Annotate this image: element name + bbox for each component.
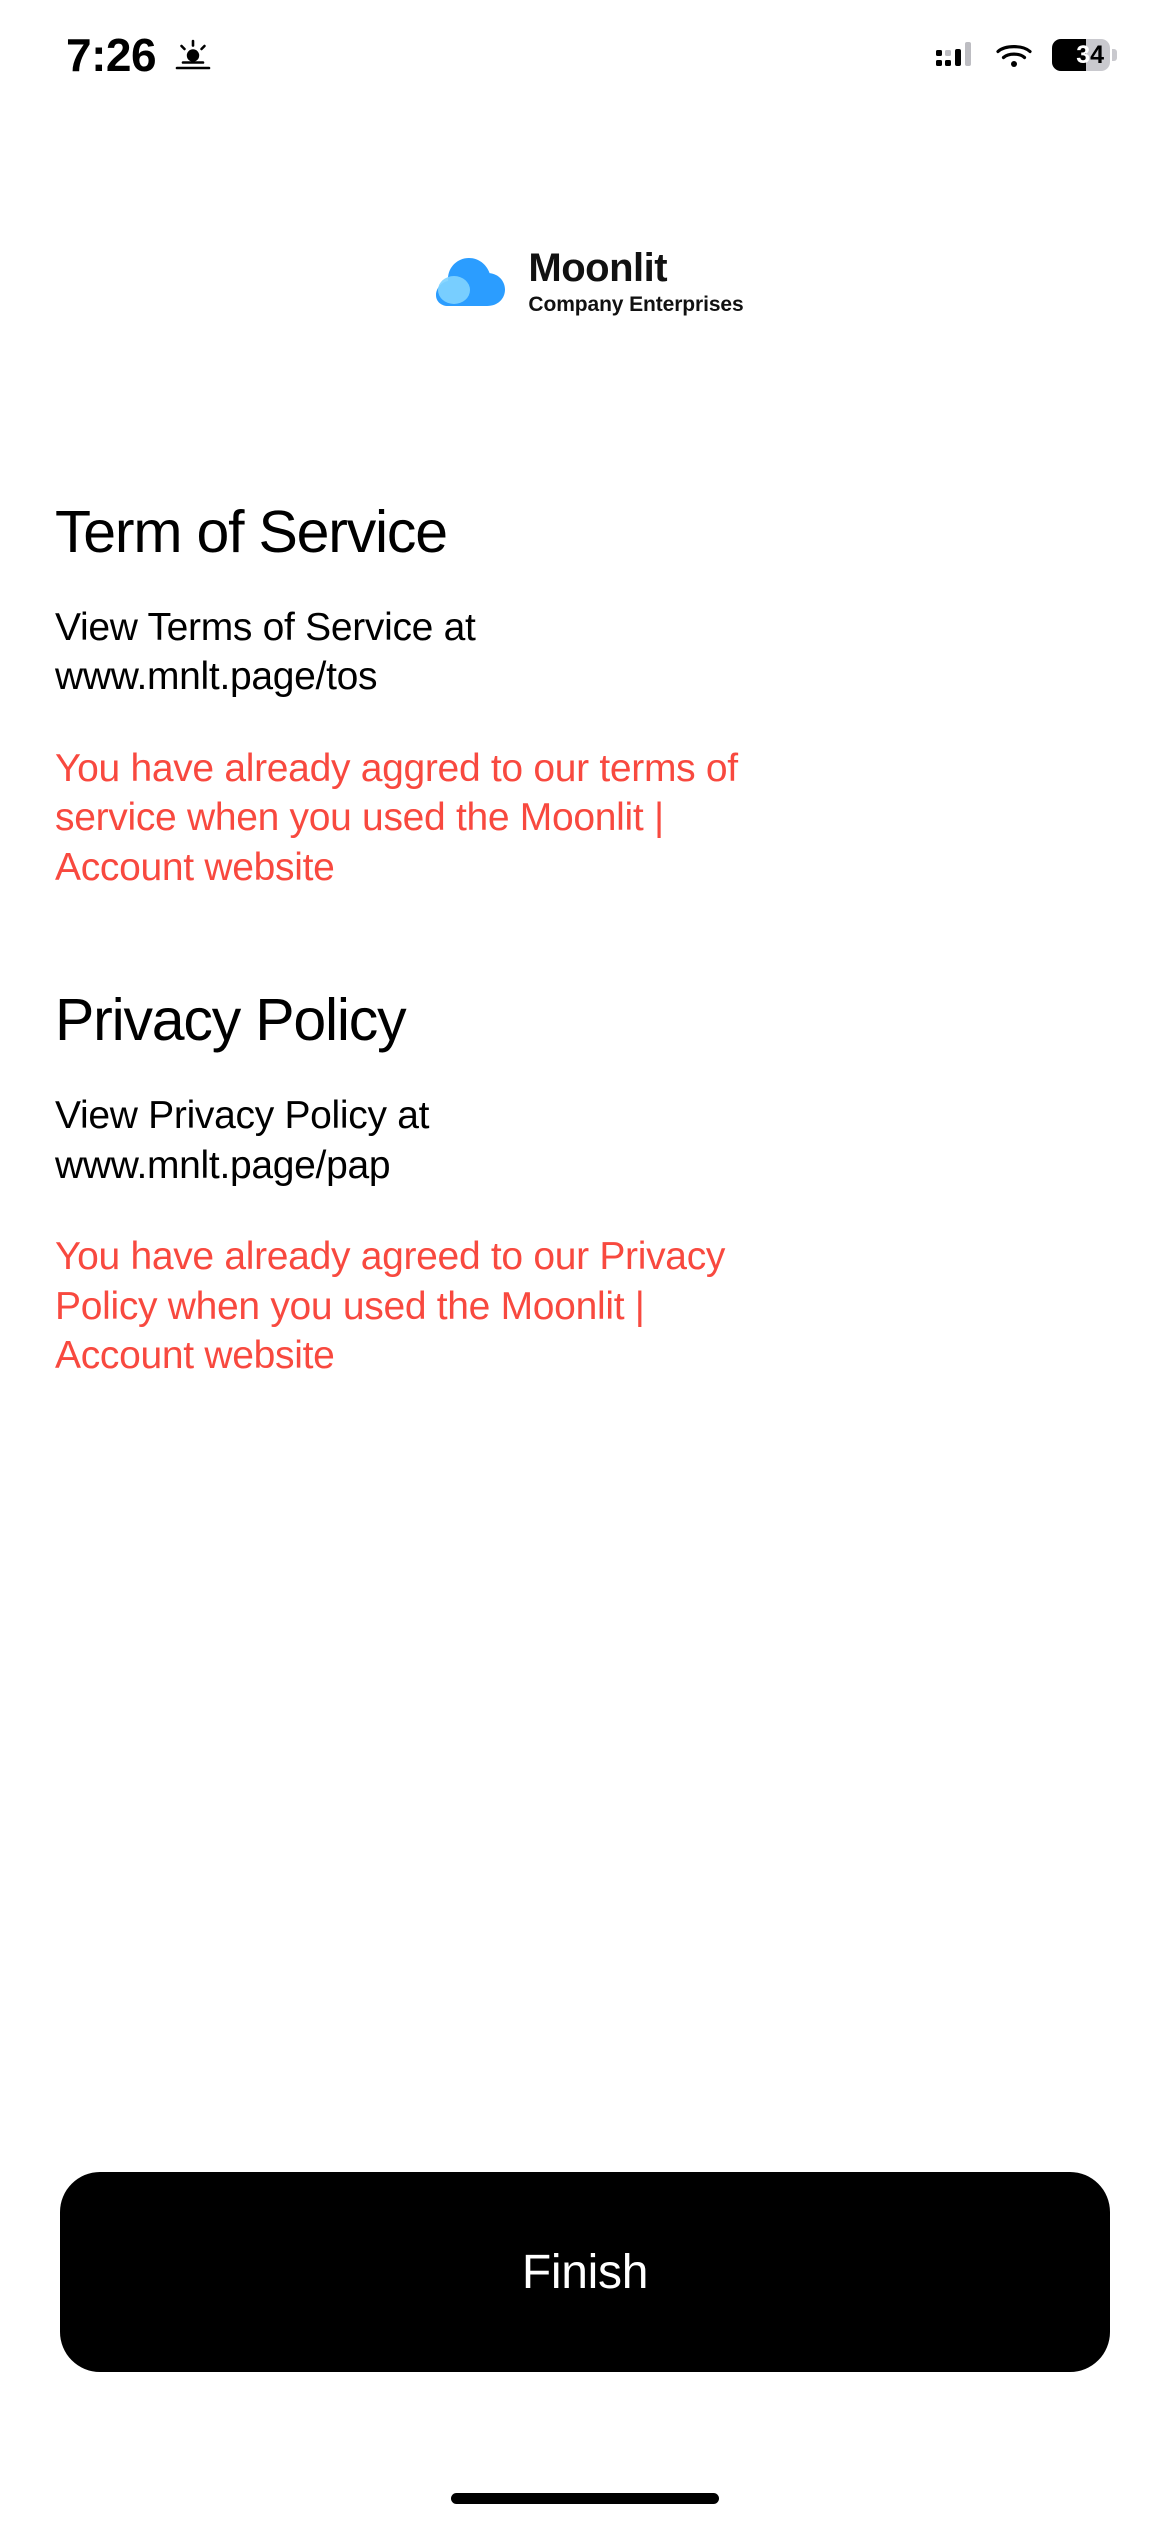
status-time: 7:26 xyxy=(66,29,157,81)
battery-level-digit: 4 xyxy=(1090,40,1104,69)
battery-indicator xyxy=(1052,39,1110,71)
privacy-policy-title: Privacy Policy xyxy=(55,987,406,1054)
status-bar xyxy=(0,0,1170,110)
terms-of-service-title: Term of Service xyxy=(55,499,447,565)
cellular-signal-icon xyxy=(936,40,976,70)
section-privacy-policy xyxy=(55,988,1115,1380)
home-indicator[interactable] xyxy=(451,2493,719,2504)
brand-subtitle: Company Enterprises xyxy=(528,293,744,316)
battery-level-digit-inverted: 3 xyxy=(1076,40,1091,69)
wifi-icon xyxy=(994,40,1034,70)
brand-text xyxy=(528,248,743,315)
finish-button[interactable]: Finish xyxy=(60,2172,1110,2372)
terms-of-service-warning: You have already aggred to our terms of service when you used the Moonlit | Account website xyxy=(55,746,738,889)
terms-of-service-body: View Terms of Service at www.mnlt.page/tos xyxy=(55,605,476,699)
privacy-policy-warning: You have already agreed to our Privacy Policy when you used the Moonlit | Account website xyxy=(55,1235,726,1378)
section-terms-of-service xyxy=(55,500,1115,892)
brand-name: Moonlit xyxy=(528,246,668,290)
brand-header xyxy=(0,248,1170,315)
sunrise-icon xyxy=(172,34,214,76)
legal-content xyxy=(55,500,1115,1381)
battery-level-label xyxy=(1076,40,1106,69)
status-bar-left xyxy=(66,28,214,82)
privacy-policy-body: View Privacy Policy at www.mnlt.page/pap xyxy=(55,1094,430,1187)
status-bar-right xyxy=(936,39,1110,71)
cloud-logo-icon xyxy=(426,250,510,314)
section-divider-space xyxy=(55,892,1115,988)
